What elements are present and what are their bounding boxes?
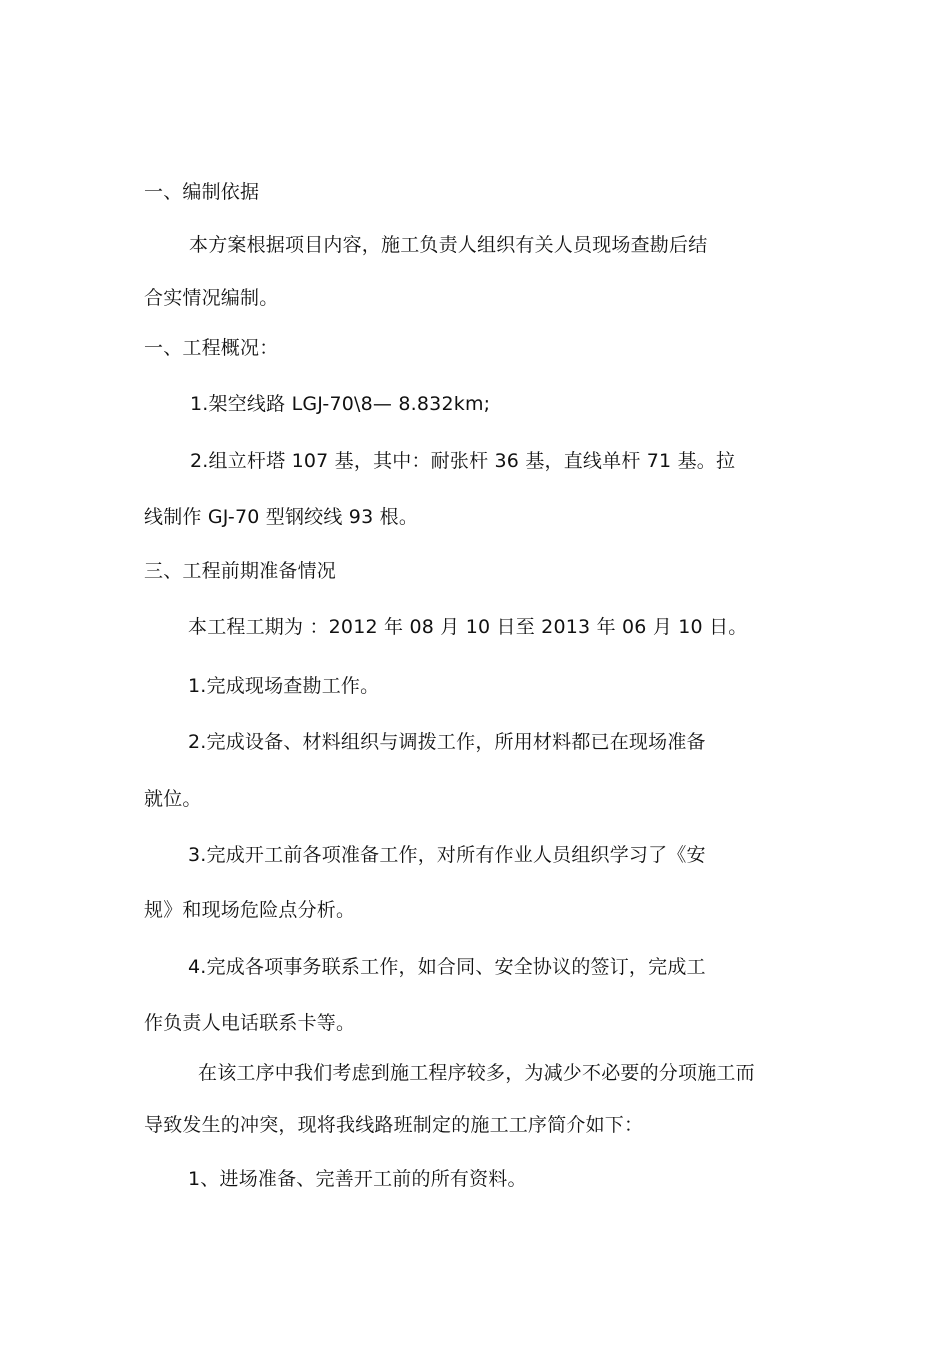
overview-item-2: 2.组立杆塔 107 基，其中：耐张杆 36 基，直线单杆 71 基。拉: [190, 450, 736, 472]
heading-project-overview: 一、工程概况：: [144, 337, 279, 359]
schedule-line: 本工程工期为 ：2012 年 08 月 10 日至 2013 年 06 月 10 日。: [188, 616, 748, 638]
prep-item-1: 1.完成现场查勘工作。: [188, 675, 380, 697]
paragraph-line: 规》和现场危险点分析。: [144, 899, 356, 921]
paragraph-line: 就位。: [144, 788, 202, 810]
heading-preparation: 三、工程前期准备情况: [144, 560, 337, 582]
prep-item-2: 2.完成设备、材料组织与调拨工作，所用材料都已在现场准备: [188, 731, 706, 753]
prep-item-3: 3.完成开工前各项准备工作，对所有作业人员组织学习了《安: [188, 844, 706, 866]
paragraph-line: 在该工序中我们考虑到施工程序较多，为减少不必要的分项施工而: [198, 1062, 755, 1084]
heading-compilation-basis: 一、编制依据: [144, 181, 260, 203]
process-item-1: 1、进场准备、完善开工前的所有资料。: [188, 1168, 527, 1190]
paragraph-line: 作负责人电话联系卡等。: [144, 1012, 356, 1034]
paragraph-line: 合实情况编制。: [144, 287, 279, 309]
paragraph-line: 导致发生的冲突，现将我线路班制定的施工工序简介如下：: [144, 1114, 644, 1136]
paragraph-line: 线制作 GJ-70 型钢绞线 93 根。: [144, 506, 419, 528]
prep-item-4: 4.完成各项事务联系工作，如合同、安全协议的签订，完成工: [188, 956, 706, 978]
paragraph-line: 本方案根据项目内容，施工负责人组织有关人员现场查勘后结: [189, 234, 708, 256]
overview-item-1: 1.架空线路 LGJ-70\8— 8.832km;: [190, 393, 491, 415]
